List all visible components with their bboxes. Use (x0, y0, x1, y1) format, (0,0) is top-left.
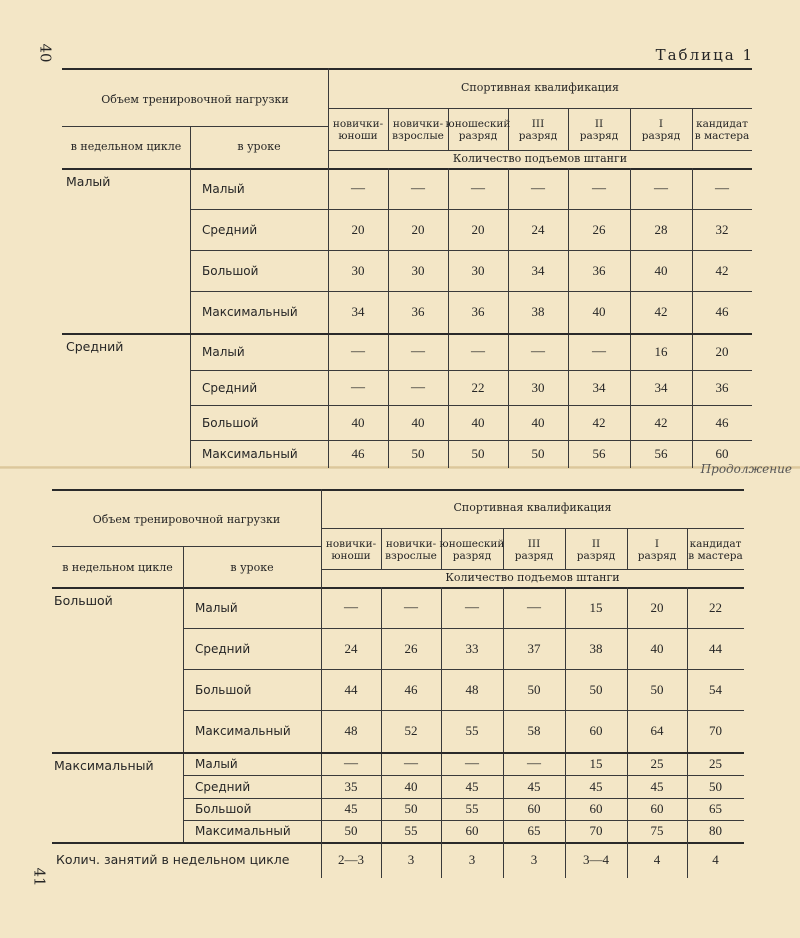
qualification-line (321, 528, 744, 529)
table-cell: — (527, 755, 541, 771)
table-cell: 46 (715, 414, 729, 430)
qualification-name: I (654, 538, 660, 550)
continuation-label: Продолжение (700, 462, 792, 476)
sessions-col-divider (565, 842, 566, 878)
table-cell: 42 (715, 262, 729, 278)
load-volume-header: Объем тренировочной нагрузки (101, 93, 289, 106)
table-cell: 34 (654, 379, 668, 395)
qualification-name: III (527, 538, 541, 550)
qualification-name: новички- (392, 118, 444, 130)
lesson-label: Максимальный (202, 447, 298, 461)
qualification-name: разряд (576, 550, 616, 562)
table-cell: — (465, 755, 479, 771)
table-cell: 40 (471, 414, 485, 430)
table-cell: — (592, 180, 606, 196)
qualification-name: III (531, 118, 545, 130)
qualification-name: в мастера (694, 130, 750, 142)
table-cell: 50 (709, 778, 722, 794)
count-caption: Количество подъемов штанги (445, 571, 620, 584)
table-cell: 33 (465, 640, 479, 656)
sessions-col-divider (381, 842, 382, 878)
qualification-name: новички- (385, 538, 437, 550)
table-cell: 25 (650, 755, 664, 771)
qualification-name: II (594, 118, 604, 130)
table-cell: 56 (654, 446, 668, 461)
table-cell: 20 (411, 221, 425, 237)
table-cell: 70 (589, 823, 603, 838)
lesson-label: Малый (195, 600, 238, 615)
table-cell: 36 (592, 262, 606, 278)
table-cell: — (351, 180, 365, 196)
lesson-header: в уроке (230, 561, 274, 574)
row-divider (183, 628, 744, 629)
table-cell: 22 (471, 379, 485, 395)
table-cell: 28 (654, 221, 668, 237)
table-cell: — (344, 599, 358, 615)
values-column-border (321, 587, 322, 842)
table-cell: 50 (404, 801, 418, 816)
table-cell: 42 (592, 414, 606, 430)
table-cell: 65 (709, 801, 722, 816)
table-cell: 24 (531, 221, 545, 237)
table-cell: 34 (531, 262, 545, 278)
table-cell: 46 (404, 681, 418, 697)
table-cell: 40 (351, 414, 365, 430)
table-cell: — (351, 379, 365, 395)
table-cell: — (465, 599, 479, 615)
qualification-name: разряд (452, 550, 492, 562)
sessions-cell: 3 (468, 852, 476, 867)
qualification-col-divider (565, 528, 566, 569)
sessions-cell: 4 (712, 852, 719, 867)
page-number-top: 40 (36, 43, 55, 63)
lesson-label: Максимальный (195, 724, 291, 738)
table-cell: 46 (351, 446, 365, 461)
lesson-label: Малый (202, 344, 245, 359)
qualification-name: разряд (641, 130, 681, 142)
week-cycle-header: в недельном цикле (62, 561, 173, 574)
lesson-label: Максимальный (202, 305, 298, 319)
table-cell: 45 (465, 778, 479, 794)
page-number-bottom: 41 (30, 867, 49, 887)
table-cell: 24 (344, 640, 358, 656)
table-cell: 20 (715, 343, 729, 359)
qualification-name: кандидат (696, 118, 748, 130)
lesson-label: Большой (202, 263, 259, 278)
count-caption: Количество подъемов штанги (452, 152, 628, 165)
sessions-top-border (52, 842, 744, 844)
table-cell: 44 (709, 640, 722, 656)
qualification-name: новички- (332, 118, 384, 130)
table-cell: 56 (592, 446, 606, 461)
sessions-col-divider (687, 842, 688, 878)
table-cell: 60 (715, 446, 729, 461)
value-col-divider (503, 587, 504, 842)
qualification-header: Спортивная квалификация (453, 501, 612, 514)
table-cell: 50 (531, 446, 545, 461)
table-cell: 36 (411, 304, 425, 319)
qualification-name: II (591, 538, 601, 550)
qualification-header: Спортивная квалификация (460, 81, 619, 94)
qualification-col-divider (687, 528, 688, 569)
table-cell: — (411, 379, 425, 395)
table-cell: 40 (411, 414, 425, 430)
table-cell: 42 (654, 304, 668, 319)
qualification-name: юношеский (439, 538, 505, 550)
table-cell: — (411, 343, 425, 359)
table-cell: 45 (589, 778, 603, 794)
lesson-label: Малый (195, 756, 238, 771)
qualification-name: новички- (325, 538, 377, 550)
lesson-column-border (183, 587, 184, 842)
qualification-col-divider (627, 528, 628, 569)
sessions-cell: 2—3 (338, 852, 364, 867)
table-cell: 42 (654, 414, 668, 430)
week-cycle-label: Малый (66, 174, 111, 189)
table-cell: 65 (527, 823, 541, 838)
sessions-col-divider (441, 842, 442, 878)
lesson-header: в уроке (237, 140, 281, 153)
week-cycle-label: Средний (66, 339, 124, 354)
table-cell: 40 (650, 640, 664, 656)
table-cell: 32 (715, 221, 729, 237)
table-cell: 34 (351, 304, 365, 319)
table-cell: 35 (344, 778, 358, 794)
table-cell: 38 (589, 640, 603, 656)
table-cell: — (404, 599, 418, 615)
value-col-divider (687, 587, 688, 842)
table-cell: 48 (344, 723, 358, 738)
lesson-label: Средний (195, 641, 251, 656)
qualification-name: разряд (518, 130, 558, 142)
value-col-divider (441, 587, 442, 842)
table-cell: 64 (650, 723, 664, 738)
week-cycle-header: в недельном цикле (70, 140, 182, 153)
section-divider (52, 752, 744, 754)
table-cell: 60 (465, 823, 479, 838)
lesson-label: Средний (195, 779, 251, 794)
table-cell: 60 (527, 801, 541, 816)
table-cell: 45 (344, 801, 358, 816)
table-cell: — (531, 180, 545, 196)
table-cell: 75 (650, 823, 664, 838)
table-cell: 38 (531, 304, 545, 319)
table-cell: — (411, 180, 425, 196)
table-cell: 20 (471, 221, 485, 237)
table-cell: 55 (465, 801, 479, 816)
row-divider (183, 710, 744, 711)
qualification-col-divider (381, 528, 382, 569)
table-cell: 34 (592, 379, 606, 395)
table-cell: 58 (527, 723, 541, 738)
table-cell: 80 (709, 823, 722, 838)
table-cell: 48 (465, 681, 479, 697)
lesson-label: Максимальный (195, 824, 291, 838)
lesson-label: Большой (195, 802, 252, 816)
lesson-label: Большой (202, 415, 259, 430)
week-cycle-label: Максимальный (54, 758, 154, 773)
table-cell: 16 (654, 343, 668, 359)
value-col-divider (627, 587, 628, 842)
header-top-border (52, 489, 744, 491)
table-cell: — (531, 343, 545, 359)
table-cell: 60 (589, 723, 603, 738)
row-divider (183, 669, 744, 670)
table-title: Таблица 1 (655, 46, 754, 64)
table-cell: 36 (715, 379, 729, 395)
table-cell: 30 (471, 262, 485, 278)
table-cell: — (351, 343, 365, 359)
qualification-name: I (658, 118, 664, 130)
row-divider (183, 775, 744, 776)
table-cell: 40 (531, 414, 545, 430)
table-cell: — (344, 755, 358, 771)
table-cell: 55 (465, 723, 479, 738)
qualification-name: юноши (338, 130, 378, 142)
qualification-name: разряд (514, 550, 554, 562)
table-cell: — (404, 755, 418, 771)
value-col-divider (565, 587, 566, 842)
table-cell: — (471, 343, 485, 359)
qualification-name: разряд (458, 130, 498, 142)
lesson-label: Малый (202, 181, 245, 196)
qualification-name: в мастера (688, 550, 743, 562)
table-cell: 55 (404, 823, 418, 838)
table-cell: 15 (589, 599, 603, 615)
table-cell: — (715, 180, 729, 196)
table-cell: 20 (650, 599, 664, 615)
table-cell: 52 (404, 723, 418, 738)
qualification-name: взрослые (385, 550, 437, 562)
qualification-name: кандидат (689, 538, 742, 550)
sessions-col-divider (503, 842, 504, 878)
table-cell: 50 (471, 446, 485, 461)
week-cycle-label: Большой (54, 593, 113, 608)
load-split-line (52, 546, 321, 547)
table-cell: 50 (411, 446, 425, 461)
table-cell: 60 (589, 801, 603, 816)
qualification-name: разряд (637, 550, 677, 562)
table-cell: 46 (715, 304, 729, 319)
table-cell: 70 (709, 723, 722, 738)
qualification-name: юношеский (445, 118, 511, 130)
table-cell: 30 (351, 262, 365, 278)
sessions-cell: 3 (530, 852, 538, 867)
sessions-cell: 4 (653, 852, 661, 867)
table-cell: 30 (411, 262, 425, 278)
lesson-label: Средний (202, 222, 258, 237)
sessions-divider (321, 842, 322, 878)
table-cell: 44 (344, 681, 358, 697)
count-line (321, 569, 744, 570)
table-cell: 40 (404, 778, 418, 794)
table-cell: 45 (650, 778, 664, 794)
row-divider (183, 798, 744, 799)
table-cell: — (592, 343, 606, 359)
table-cell: 25 (709, 755, 722, 771)
body-top-border (52, 587, 744, 589)
table-cell: — (527, 599, 541, 615)
table-cell: — (654, 180, 668, 196)
qualification-name: разряд (579, 130, 619, 142)
lesson-label: Средний (202, 380, 258, 395)
table-cell: 40 (654, 262, 668, 278)
table-cell: 50 (344, 823, 358, 838)
table-cell: 15 (589, 755, 603, 771)
table-cell: — (471, 180, 485, 196)
table-cell: 50 (650, 681, 664, 697)
table-cell: 50 (527, 681, 541, 697)
table-cell: 26 (592, 221, 606, 237)
qualification-name: юноши (331, 550, 371, 562)
table-cell: 20 (351, 221, 365, 237)
lesson-label: Большой (195, 682, 252, 697)
load-volume-header: Объем тренировочной нагрузки (92, 513, 281, 526)
table-cell: 30 (531, 379, 545, 395)
row-divider (183, 820, 744, 821)
sessions-label: Колич. занятий в недельном цикле (56, 852, 290, 867)
qualification-name: взрослые (392, 130, 444, 142)
table-cell: 36 (471, 304, 485, 319)
table-cell: 26 (404, 640, 418, 656)
table-cell: 60 (650, 801, 664, 816)
table-cell: 50 (589, 681, 603, 697)
table-cell: 22 (709, 599, 722, 615)
sessions-col-divider (627, 842, 628, 878)
table-cell: 37 (527, 640, 541, 656)
table-cell: 45 (527, 778, 541, 794)
table-cell: 40 (592, 304, 606, 319)
value-col-divider (381, 587, 382, 842)
table-cell: 54 (709, 681, 722, 697)
sessions-cell: 3—4 (583, 852, 609, 867)
sessions-cell: 3 (407, 852, 415, 867)
